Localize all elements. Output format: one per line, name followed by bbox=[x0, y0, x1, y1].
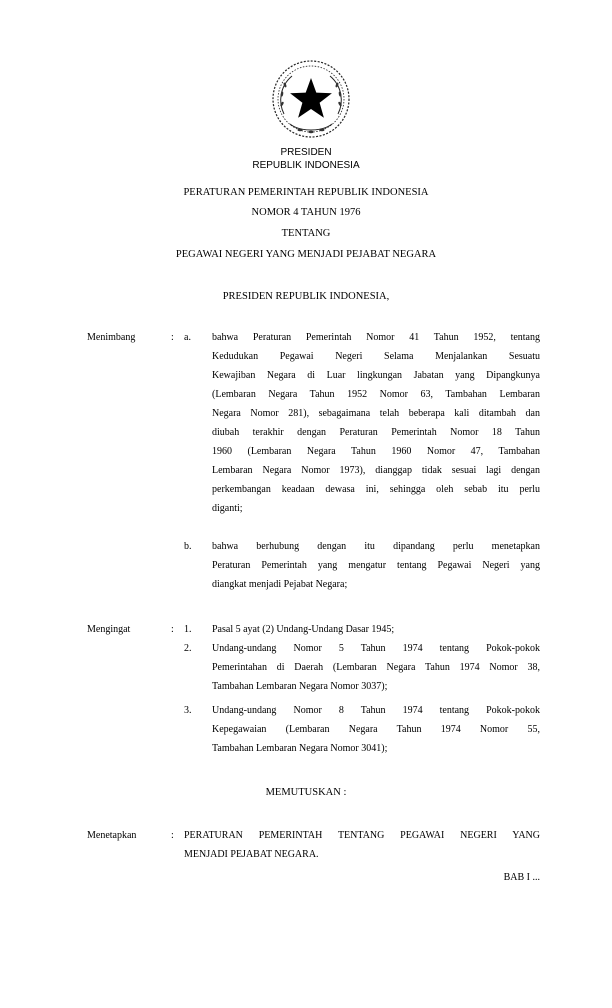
text-line: bahwa berhubung dengan itu dipandang perlu menetapkan bbox=[212, 541, 540, 552]
mengingat-3-marker: 3. bbox=[184, 705, 192, 716]
menimbang-a-text bbox=[212, 328, 540, 518]
text-line: 1960 (Lembaran Negara Tahun 1960 Nomor 47, Tambahan bbox=[212, 446, 540, 457]
mengingat-colon: : bbox=[171, 624, 174, 635]
text-line: diangkat menjadi Pejabat Negara; bbox=[212, 579, 348, 590]
text-line: Kepegawaian (Lembaran Negara Tahun 1974 Nomor 55, bbox=[212, 724, 540, 735]
text-line: PERATURAN PEMERINTAH TENTANG PEGAWAI NEGERI YANG bbox=[184, 830, 540, 841]
menetapkan-label: Menetapkan bbox=[87, 830, 137, 841]
text-line: Undang-undang Nomor 5 Tahun 1974 tentang Pokok-pokok bbox=[212, 643, 540, 654]
text-line: Pasal 5 ayat (2) Undang-Undang Dasar 1945; bbox=[212, 624, 395, 635]
menimbang-label: Menimbang bbox=[87, 332, 136, 343]
menimbang-a-marker: a. bbox=[184, 332, 191, 343]
mengingat-2-text bbox=[212, 639, 540, 696]
header-line-republic: REPUBLIK INDONESIA bbox=[252, 160, 360, 171]
text-line: Tambahan Lembaran Negara Nomor 3041); bbox=[212, 743, 388, 754]
menimbang-b-text bbox=[212, 537, 540, 594]
mengingat-1-text bbox=[212, 620, 540, 639]
text-line: diubah terakhir dengan Peraturan Pemerintah Nomor 18 Tahun bbox=[212, 427, 540, 438]
title-regulation: PERATURAN PEMERINTAH REPUBLIK INDONESIA bbox=[183, 187, 429, 198]
mengingat-2-marker: 2. bbox=[184, 643, 192, 654]
title-subject: PEGAWAI NEGERI YANG MENJADI PEJABAT NEGARA bbox=[175, 249, 437, 260]
title-number: NOMOR 4 TAHUN 1976 bbox=[251, 207, 361, 218]
menetapkan-text bbox=[184, 826, 540, 864]
text-line: (Lembaran Negara Tahun 1952 Nomor 63, Tambahan Lembaran bbox=[212, 389, 540, 400]
text-line: Kewajiban Negara di Luar lingkungan Jabatan yang Dipangkunya bbox=[212, 370, 540, 381]
text-line: MENJADI PEJABAT NEGARA. bbox=[184, 849, 319, 860]
text-line: Lembaran Negara Nomor 1973), dianggap tidak sesuai lagi dengan bbox=[212, 465, 540, 476]
menimbang-colon: : bbox=[171, 332, 174, 343]
text-line: perkembangan keadaan dewasa ini, sehingga oleh sebab itu perlu bbox=[212, 484, 540, 495]
text-line: Undang-undang Nomor 8 Tahun 1974 tentang Pokok-pokok bbox=[212, 705, 540, 716]
memutuskan-heading: MEMUTUSKAN : bbox=[265, 787, 347, 798]
mengingat-label: Mengingat bbox=[87, 624, 131, 635]
menimbang-b-marker: b. bbox=[184, 541, 192, 552]
text-line: Negara Nomor 281), sebagaimana telah beberapa kali ditambah dan bbox=[212, 408, 540, 419]
text-line: diganti; bbox=[212, 503, 243, 514]
text-line: Peraturan Pemerintah yang mengatur tentang Pegawai Negeri yang bbox=[212, 560, 540, 571]
text-line: Pemerintahan di Daerah (Lembaran Negara Tahun 1974 Nomor 38, bbox=[212, 662, 540, 673]
menetapkan-colon: : bbox=[171, 830, 174, 841]
page-continuation: BAB I ... bbox=[503, 872, 540, 883]
mengingat-1-marker: 1. bbox=[184, 624, 192, 635]
title-tentang: TENTANG bbox=[281, 228, 331, 239]
presidential-star-emblem-icon bbox=[270, 58, 352, 140]
text-line: bahwa Peraturan Pemerintah Nomor 41 Tahun 1952, tentang bbox=[212, 332, 540, 343]
opening-president: PRESIDEN REPUBLIK INDONESIA, bbox=[222, 291, 390, 302]
mengingat-3-text bbox=[212, 701, 540, 758]
text-line: Kedudukan Pegawai Negeri Selama Menjalankan Sesuatu bbox=[212, 351, 540, 362]
text-line: Tambahan Lembaran Negara Nomor 3037); bbox=[212, 681, 388, 692]
header-line-president: PRESIDEN bbox=[280, 147, 332, 158]
